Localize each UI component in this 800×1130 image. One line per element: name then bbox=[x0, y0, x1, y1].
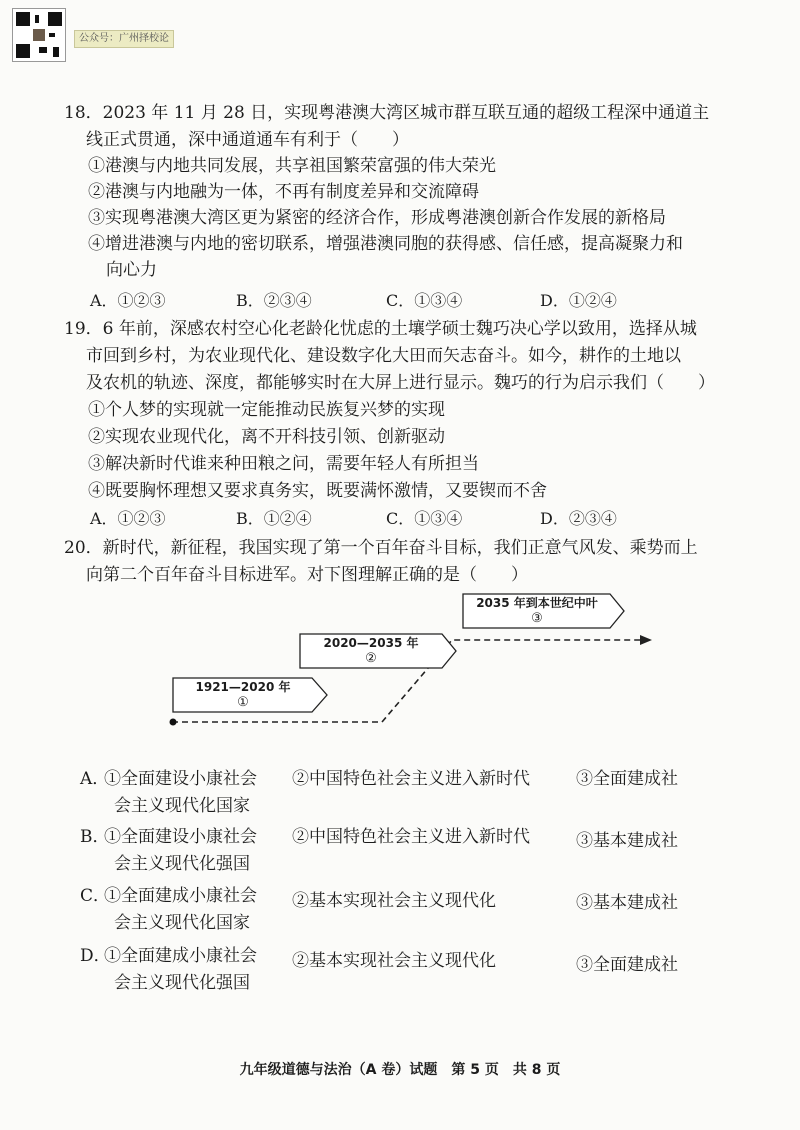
choice-col2: ②中国特色社会主义进入新时代 bbox=[292, 769, 530, 789]
choice-col2: ②基本实现社会主义现代化 bbox=[292, 951, 496, 971]
q18-item: ①港澳与内地共同发展，共享祖国繁荣富强的伟大荣光 bbox=[88, 156, 496, 176]
choice-col3: ③全面建成社 bbox=[576, 955, 678, 975]
q19-option-c[interactable]: C．①③④ bbox=[386, 509, 463, 528]
choice-col1: ①全面建成小康社会 bbox=[104, 886, 257, 906]
q20-stem-line: 向第二个百年奋斗目标进军。对下图理解正确的是（ ） bbox=[86, 565, 528, 585]
q19-stem-line: 及农机的轨迹、深度，都能够实时在大屏上进行显示。魏巧的行为启示我们（ ） bbox=[86, 373, 715, 393]
choice-col1: ①全面建设小康社会 bbox=[104, 769, 257, 789]
page-footer: 九年级道德与法治（A 卷）试题 第 5 页 共 8 页 bbox=[239, 1062, 561, 1078]
q18-item: 向心力 bbox=[106, 260, 157, 280]
q19-item: ③解决新时代谁来种田粮之问，需要年轻人有所担当 bbox=[88, 454, 479, 474]
q18-stem-line: 线正式贯通，深中通道通车有利于（ ） bbox=[86, 130, 409, 150]
choice-cont: 会主义现代化强国 bbox=[114, 973, 250, 993]
q18-stem-line: 18．2023 年 11 月 28 日，实现粤港澳大湾区城市群互联互通的超级工程深中通道主 bbox=[64, 103, 710, 123]
q19-option-a[interactable]: A．①②③ bbox=[90, 509, 166, 528]
q19-item: ④既要胸怀理想又要求真务实，既要满怀激情，又要锲而不舍 bbox=[88, 481, 547, 501]
q18-option-b[interactable]: B．②③④ bbox=[236, 291, 312, 310]
timeline-num-1: ① bbox=[237, 695, 249, 710]
choice-col1: ①全面建成小康社会 bbox=[104, 946, 257, 966]
choice-letter: D． bbox=[80, 946, 111, 966]
choice-col1: ①全面建设小康社会 bbox=[104, 827, 257, 847]
q18-option-c[interactable]: C．①③④ bbox=[386, 291, 463, 310]
choice-cont: 会主义现代化国家 bbox=[114, 913, 250, 933]
q18-item: ④增进港澳与内地的密切联系，增强港澳同胞的获得感、信任感，提高凝聚力和 bbox=[88, 234, 683, 254]
q18-item: ②港澳与内地融为一体，不再有制度差异和交流障碍 bbox=[88, 182, 479, 202]
timeline-num-3: ③ bbox=[531, 611, 543, 626]
choice-cont: 会主义现代化强国 bbox=[114, 854, 250, 874]
q19-stem-line: 19．6 年前，深感农村空心化老龄化忧虑的土壤学硕士魏巧决心学以致用，选择从城 bbox=[64, 319, 697, 339]
choice-col3: ③基本建成社 bbox=[576, 831, 678, 851]
header-banner: 公众号：广州择校论 bbox=[74, 30, 174, 48]
q19-item: ②实现农业现代化，离不开科技引领、创新驱动 bbox=[88, 427, 445, 447]
choice-letter: A． bbox=[80, 769, 110, 789]
q18-option-d[interactable]: D．①②④ bbox=[540, 291, 617, 310]
q18-item: ③实现粤港澳大湾区更为紧密的经济合作，形成粤港澳创新合作发展的新格局 bbox=[88, 208, 666, 228]
choice-col3: ③基本建成社 bbox=[576, 893, 678, 913]
q19-option-b[interactable]: B．①②④ bbox=[236, 509, 312, 528]
timeline-arrowhead bbox=[640, 635, 652, 645]
q18-option-a[interactable]: A．①②③ bbox=[90, 291, 166, 310]
timeline-period-3: 2035 年到本世纪中叶 bbox=[476, 596, 598, 610]
q20-stem-line: 20．新时代，新征程，我国实现了第一个百年奋斗目标，我们正意气风发、乘势而上 bbox=[64, 538, 698, 558]
timeline-period-1: 1921—2020 年 bbox=[195, 680, 291, 694]
q19-item: ①个人梦的实现就一定能推动民族复兴梦的实现 bbox=[88, 400, 445, 420]
choice-col2: ②基本实现社会主义现代化 bbox=[292, 891, 496, 911]
choice-letter: C． bbox=[80, 886, 111, 906]
timeline-period-2: 2020—2035 年 bbox=[323, 636, 419, 650]
timeline-start-dot bbox=[170, 719, 177, 726]
choice-letter: B． bbox=[80, 827, 110, 847]
choice-col2: ②中国特色社会主义进入新时代 bbox=[292, 827, 530, 847]
choice-col3: ③全面建成社 bbox=[576, 769, 678, 789]
choice-cont: 会主义现代化国家 bbox=[114, 796, 250, 816]
q19-option-d[interactable]: D．②③④ bbox=[540, 509, 617, 528]
q19-stem-line: 市回到乡村，为农业现代化、建设数字化大田而矢志奋斗。如今，耕作的土地以 bbox=[86, 346, 681, 366]
timeline-num-2: ② bbox=[365, 651, 377, 666]
